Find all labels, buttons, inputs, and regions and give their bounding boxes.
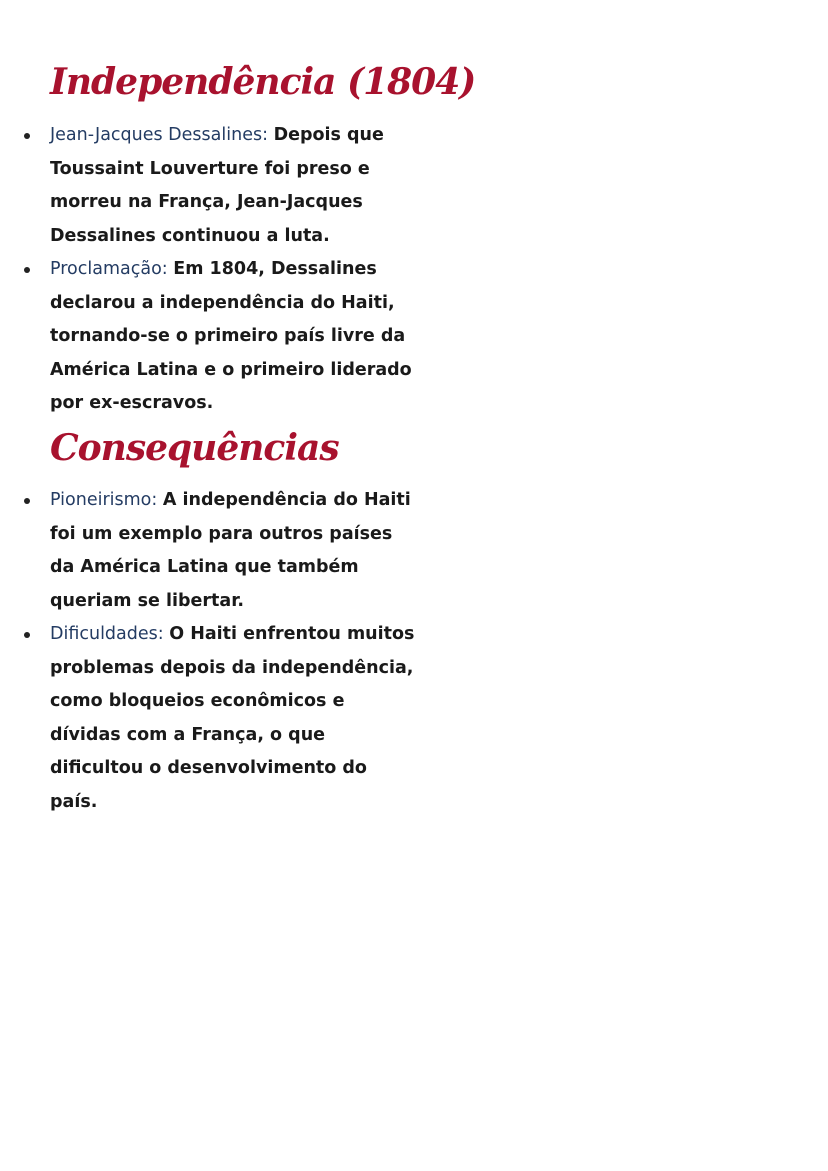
list-item: Jean-Jacques Dessalines: Depois que Toussaint Louverture foi preso e morreu na França, Jean-Jacques Dessalines continuou a luta. — [0, 119, 420, 253]
section-title-independencia: Independência (1804) — [50, 61, 476, 103]
list-item: Pioneirismo: A independência do Haiti foi um exemplo para outros países da América Latina que também queriam se libertar. — [0, 484, 420, 618]
bullet-icon — [24, 498, 30, 504]
item-text: O Haiti enfrentou muitos problemas depois da independência, como bloqueios econômicos e dívidas com a França, o que dificultou o desenvolvimento do país. — [50, 624, 415, 812]
item-text: A independência do Haiti foi um exemplo para outros países da América Latina que também queriam se libertar. — [50, 490, 411, 611]
item-text: Depois que Toussaint Louverture foi preso e morreu na França, Jean-Jacques Dessalines continuou a luta. — [50, 125, 384, 246]
item-text: Em 1804, Dessalines declarou a independência do Haiti, tornando-se o primeiro país livre da América Latina e o primeiro liderado por ex-escravos. — [50, 259, 412, 413]
bullet-icon — [24, 133, 30, 139]
section-title-consequencias: Consequências — [50, 427, 339, 469]
list-item: Dificuldades: O Haiti enfrentou muitos problemas depois da independência, como bloqueios econômicos e dívidas com a França, o que dificultou o desenvolvimento do país. — [0, 618, 420, 819]
bullet-list-consequencias — [0, 484, 420, 819]
term-label: Pioneirismo — [50, 490, 152, 510]
bullet-icon — [24, 267, 30, 273]
bullet-icon — [24, 632, 30, 638]
term-label: Jean-Jacques Dessalines — [50, 125, 263, 145]
term-label: Proclamação — [50, 259, 162, 279]
bullet-list-independencia — [0, 119, 420, 421]
list-item: Proclamação: Em 1804, Dessalines declarou a independência do Haiti, tornando-se o primeiro país livre da América Latina e o primeiro liderado por ex-escravos. — [0, 253, 420, 421]
term-label: Dificuldades — [50, 624, 158, 644]
